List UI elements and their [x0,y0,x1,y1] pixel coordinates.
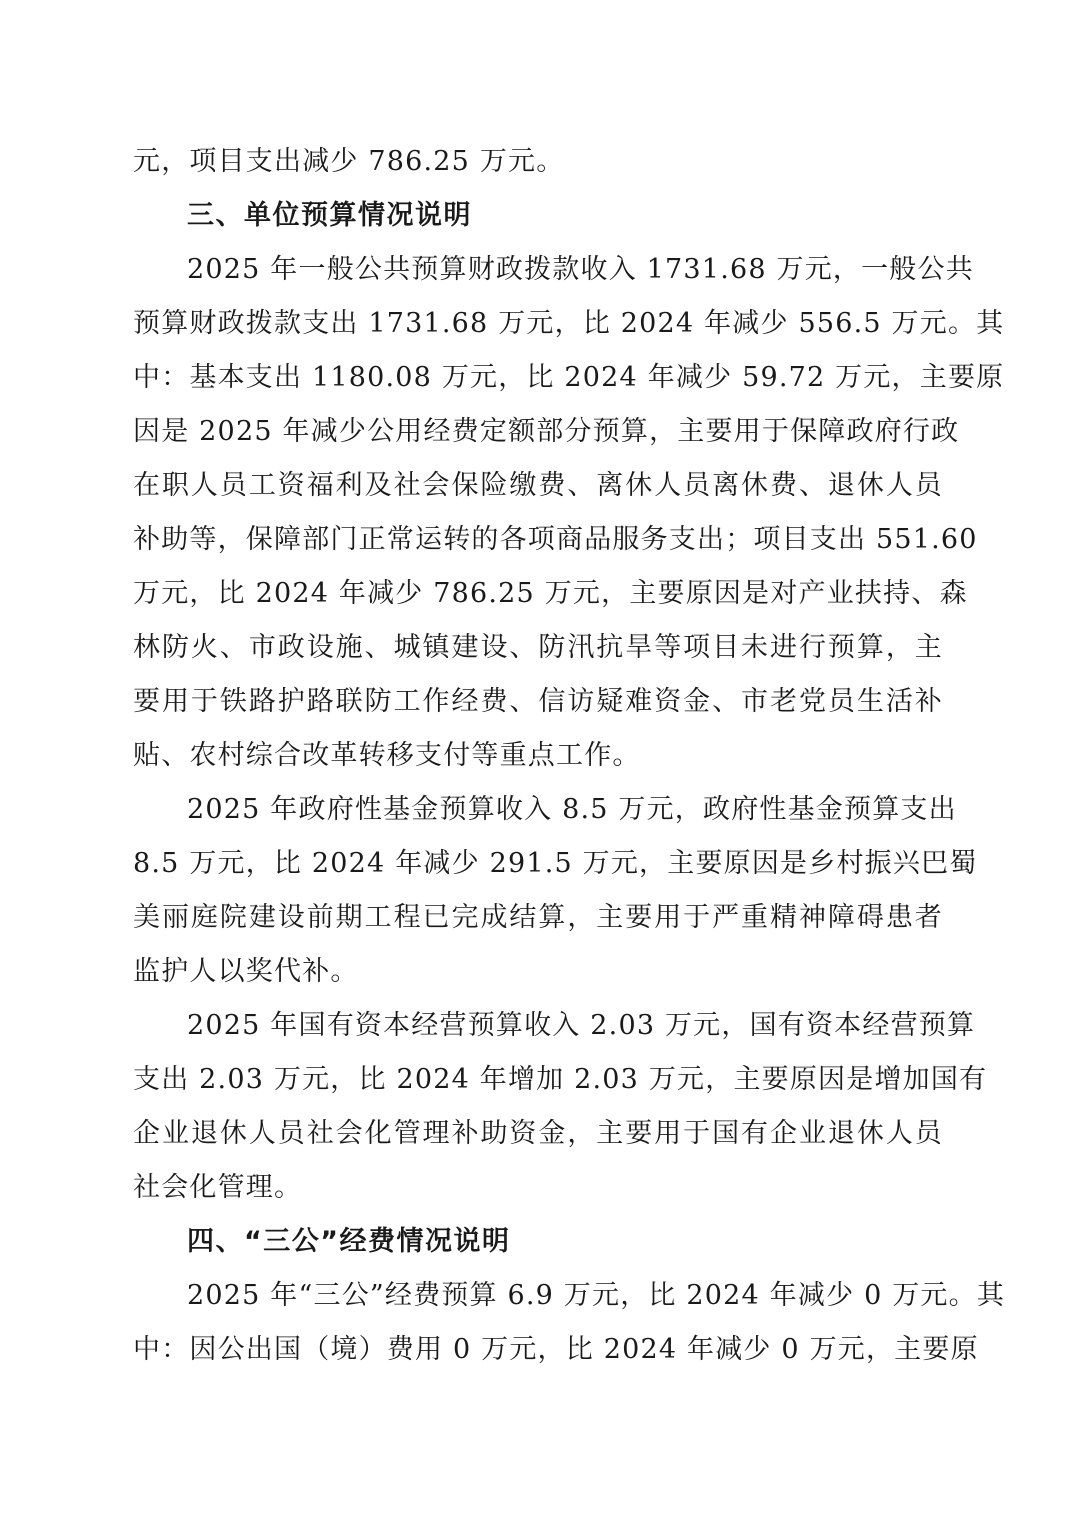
paragraph-line: 林防火、市政设施、城镇建设、防汛抗旱等项目未进行预算，主 [133,632,943,663]
paragraph-line: 要用于铁路护路联防工作经费、信访疑难资金、市老党员生活补 [133,686,943,717]
paragraph-line: 监护人以奖代补。 [133,956,359,987]
paragraph-line: 美丽庭院建设前期工程已完成结算，主要用于严重精神障碍患者 [133,902,943,933]
paragraph-line: 2025 年一般公共预算财政拨款收入 1731.68 万元，一般公共 [187,254,974,285]
paragraph-line: 预算财政拨款支出 1731.68 万元，比 2024 年减少 556.5 万元。其 [133,308,1005,339]
section-heading-three-public-expenses: 四、“三公”经费情况说明 [187,1226,511,1257]
paragraph-line: 8.5 万元，比 2024 年减少 291.5 万元，主要原因是乡村振兴巴蜀 [133,848,978,879]
paragraph-line: 中：基本支出 1180.08 万元，比 2024 年减少 59.72 万元，主要原 [133,362,1005,393]
paragraph-line: 贴、农村综合改革转移支付等重点工作。 [133,740,641,771]
paragraph-line: 2025 年政府性基金预算收入 8.5 万元，政府性基金预算支出 [187,794,957,825]
paragraph-line: 元，项目支出减少 786.25 万元。 [133,146,565,177]
paragraph-line: 因是 2025 年减少公用经费定额部分预算，主要用于保障政府行政 [133,416,960,447]
paragraph-line: 中：因公出国（境）费用 0 万元，比 2024 年减少 0 万元，主要原 [133,1334,979,1365]
paragraph-line: 企业退休人员社会化管理补助资金，主要用于国有企业退休人员 [133,1118,943,1149]
paragraph-line: 2025 年“三公”经费预算 6.9 万元，比 2024 年减少 0 万元。其 [187,1280,1006,1311]
paragraph-line: 万元，比 2024 年减少 786.25 万元，主要原因是对产业扶持、森 [133,578,968,609]
section-heading-unit-budget: 三、单位预算情况说明 [187,200,472,231]
paragraph-line: 支出 2.03 万元，比 2024 年增加 2.03 万元，主要原因是增加国有 [133,1064,988,1095]
paragraph-line: 在职人员工资福利及社会保险缴费、离休人员离休费、退休人员 [133,470,943,501]
paragraph-line: 社会化管理。 [133,1172,303,1203]
paragraph-line: 补助等，保障部门正常运转的各项商品服务支出；项目支出 551.60 [133,524,978,555]
paragraph-line: 2025 年国有资本经营预算收入 2.03 万元，国有资本经营预算 [187,1010,976,1041]
